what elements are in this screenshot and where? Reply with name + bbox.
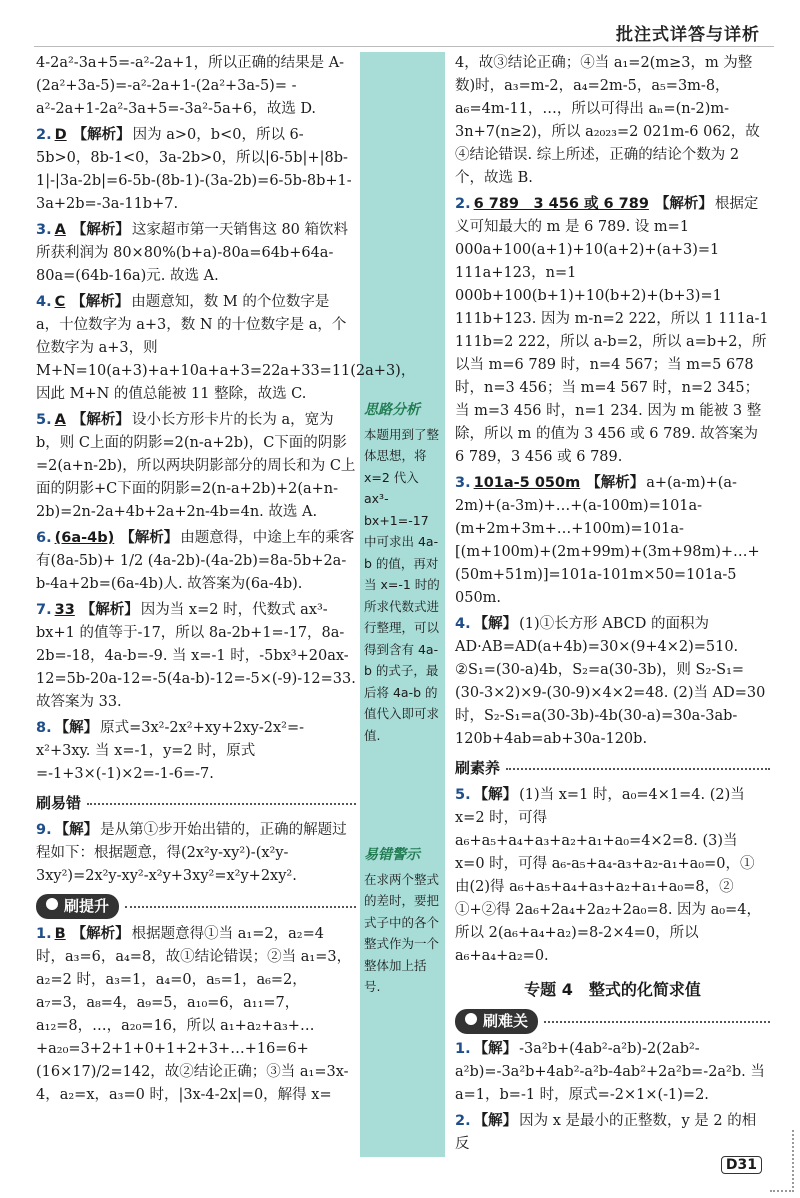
question-item	[36, 599, 356, 714]
answer-key: (6a-4b)	[54, 530, 115, 546]
answer-key: D	[54, 127, 67, 143]
solution-text: 是从第①步开始出错的，正确的解题过程如下：根据题意，得(2x²y-xy²)-(x²y-3xy²)=2x²y-xy²-x²y+3xy²=x²y+2xy².	[36, 822, 347, 884]
question-number: 4.	[455, 616, 471, 632]
solution-tag: 【解析】	[71, 222, 130, 238]
solution-text: -3a²b+(4ab²-a²b)-2(2ab²-a²b)=-3a²b+4ab²-a²b-4ab²+2a²b=-2a²b. 当 a=1，b=-1 时，原式=-2×1×(-1)=2.	[455, 1041, 765, 1103]
section-heading-badge	[36, 894, 356, 919]
question-item	[455, 784, 770, 968]
solution-tag: 【解析】	[586, 475, 645, 491]
corner-decoration	[770, 1130, 794, 1192]
question-item	[36, 219, 356, 288]
solution-text: 因为 x 是最小的正整数，y 是 2 的相反	[455, 1113, 757, 1152]
badge-dot-icon	[463, 1011, 479, 1027]
answer-key: 101a-5 050m	[473, 475, 581, 491]
question-item	[455, 472, 770, 610]
section-divider	[87, 803, 356, 805]
solution-text: 由题意知，数 M 的个位数字是 a，十位数字为 a+3，数 N 的十位数字是 a，个位数字为 a+3，则 M+N=10(a+3)+a+10a+a+3=22a+33=11(2a+3)，因此 M+N 的值总能被 11 整除，故选 C.	[36, 294, 416, 402]
side-note-text: 本题用到了整体思想，将 x=2 代入 ax³-bx+1=-17 中可求出 4a-b 的值，再对当 x=-1 时的所求代数式进行整理，可以得到含有 4a-b 的式子，最后将 4a-b 的值代入即可求值.	[364, 426, 440, 743]
topic-title: 专题 4 整式的化简求值	[524, 980, 701, 999]
paragraph: 4，故③结论正确；④当 a₁=2(m≥3，m 为整数)时，a₃=m-2，a₄=2m-5，a₅=3m-8，a₆=4m-11，…，所以可得出 aₙ=(n-2)m-3n+7(n≥2)，所以 a₂₀₂₃=2 021m-6 062，故④结论错误. 综上所述，正确的结论个数为 2 个，故选 B.	[455, 55, 760, 186]
question-number: 1.	[455, 1041, 471, 1057]
solution-tag: 【解析】	[654, 196, 713, 212]
question-number: 8.	[36, 720, 52, 736]
section-label: 刷难关	[483, 1012, 529, 1030]
question-number: 5.	[455, 787, 471, 803]
solution-tag: 【解析】	[80, 602, 139, 618]
solution-text: 原式=3x²-2x²+xy+2xy-2x²=-x²+3xy. 当 x=-1，y=2 时，原式=-1+3×(-1)×2=-1-6=-7.	[36, 720, 305, 782]
answer-key: C	[54, 294, 66, 310]
solution-tag: 【解】	[473, 787, 518, 803]
question-item	[36, 717, 356, 786]
badge-dot-icon	[44, 896, 60, 912]
solution-text: (1)①长方形 ABCD 的面积为 AD·AB=AD(a+4b)=30×(9+4×2)=510. ②S₁=(30-a)4b，S₂=a(30-3b)，则 S₂-S₁=(30-3×2)×9-(30-9)×4×2=48. (2)当 AD=30 时，S₂-S₁=a(30-3b)-4b(30-a)=30a-3ab-120b+4ab=ab+30a-120b.	[455, 616, 766, 747]
solution-text: 根据定义可知最大的 m 是 6 789. 设 m=1 000a+100(a+1)+10(a+2)+(a+3)=1 111a+123，n=1 000b+100(b+1)+10(b+2)+(b+3)=1 111b+123. 因为 m-n=2 222，所以 1 111a-1 111b=2 222，所以 a-b=2，所以 a=b+2，所以当 m=6 789 时，n=4 567；当 m=5 678 时，n=3 456；当 m=4 567 时，n=2 345；当 m=3 456 时，n=1 234. 因为 m 能被 3 整除，所以 m 的值为 3 456 或 6 789. 故答案为 6 789，3 456 或 6 789.	[455, 196, 769, 465]
side-note-thinking	[364, 400, 442, 746]
section-badge	[455, 1009, 538, 1034]
section-divider	[506, 768, 770, 770]
question-item	[455, 613, 770, 751]
solution-text: (1)当 x=1 时，a₀=4×1=4. (2)当 x=2 时，可得 a₆+a₅+a₄+a₃+a₂+a₁+a₀=4×2=8. (3)当 x=0 时，可得 a₆-a₅+a₄-a₃+a₂-a₁+a₀=0，① 由(2)得 a₆+a₅+a₄+a₃+a₂+a₁+a₀=8，② ①+②得 2a₆+2a₄+2a₂+2a₀=8. 因为 a₀=4，所以 2(a₆+a₄+a₂)=8-2×4=0，所以 a₆+a₄+a₂=0.	[455, 787, 761, 964]
solution-tag: 【解】	[54, 720, 99, 736]
solution-tag: 【解析】	[72, 127, 131, 143]
page-header-title: 批注式详答与详析	[616, 25, 760, 45]
section-divider	[544, 1021, 770, 1023]
solution-tag: 【解】	[473, 616, 518, 632]
paragraph: 4-2a²-3a+5=-a²-2a+1，所以正确的结果是 A-(2a²+3a-5)=-a²-2a+1-(2a²+3a-5)= -a²-2a+1-2a²-3a+5=-3a²-5a+6，故选 D.	[36, 55, 345, 117]
solution-tag: 【解】	[473, 1113, 518, 1129]
section-heading	[455, 757, 770, 780]
question-number: 2.	[36, 127, 52, 143]
section-label: 刷素养	[455, 759, 501, 777]
solution-tag: 【解析】	[71, 926, 130, 942]
solution-text: 设小长方形卡片的长为 a，宽为 b，则 C上面的阴影=2(n-a+2b)，C下面的阴影=2(a+n-2b)，所以两块阴影部分的周长和为 C上面的阴影+C下面的阴影=2(n-a+2b)+2(a+n-2b)=2n-2a+4b+2a+2n-4b=4n. 故选 A.	[36, 412, 356, 520]
question-number: 5.	[36, 412, 52, 428]
question-item	[36, 819, 356, 888]
side-note-head: 易错警示	[364, 847, 420, 863]
question-number: 2.	[455, 196, 471, 212]
solution-text: a+(a-m)+(a-2m)+(a-3m)+…+(a-100m)=101a-(m+2m+3m+…+100m)=101a-[(m+100m)+(2m+99m)+(3m+98m)+…+(50m+51m)]=101a-101m×50=101a-5 050m.	[455, 475, 760, 606]
question-item	[455, 193, 770, 469]
question-number: 4.	[36, 294, 52, 310]
question-number: 3.	[36, 222, 52, 238]
side-note-mistake	[364, 845, 442, 998]
section-heading	[36, 792, 356, 815]
solution-tag: 【解】	[473, 1041, 518, 1057]
section-divider	[125, 906, 356, 908]
solution-tag: 【解析】	[71, 294, 130, 310]
answer-key: A	[54, 222, 66, 238]
solution-text: 由题意得，中途上车的乘客有(8a-5b)+ 1/2 (4a-2b)-(4a-2b)=8a-5b+2a-b-4a+2b=(6a-4b)人. 故答案为(6a-4b).	[36, 530, 355, 592]
solution-text: 因为当 x=2 时，代数式 ax³-bx+1 的值等于-17，所以 8a-2b+1=-17，8a-2b=-18，4a-b=-9. 当 x=-1 时，-5bx³+20ax-12=5b-20a-12=-5(4a-b)-12=-5×(-9)-12=33. 故答案为 33.	[36, 602, 356, 710]
answer-key: A	[54, 412, 66, 428]
question-item	[36, 124, 356, 216]
question-item	[36, 923, 356, 1107]
right-column	[455, 52, 770, 1159]
section-label: 刷提升	[64, 897, 110, 915]
question-item	[36, 527, 356, 596]
solution-tag: 【解析】	[71, 412, 130, 428]
question-number: 2.	[455, 1113, 471, 1129]
question-number: 7.	[36, 602, 52, 618]
answer-key: 33	[54, 602, 75, 618]
question-number: 3.	[455, 475, 471, 491]
solution-text: 因为 a>0，b<0，所以 6-5b>0，8b-1<0，3a-2b>0，所以|6-5b|+|8b-1|-|3a-2b|=6-5b-(8b-1)-(3a-2b)=6-5b-8b+1-3a+2b=-3a-11b+7.	[36, 127, 352, 212]
question-item	[36, 409, 356, 524]
header-divider	[34, 46, 774, 47]
question-item	[455, 1038, 770, 1107]
answer-key: B	[54, 926, 66, 942]
question-number: 1.	[36, 926, 52, 942]
solution-tag: 【解析】	[120, 530, 179, 546]
side-note-text: 在求两个整式的差时，要把式子中的各个整式作为一个整体加上括号.	[364, 871, 440, 994]
solution-text: 这家超市第一天销售这 80 箱饮料所获利润为 80×80%(b+a)-80a=64b+64a-80a=(64b-16a)元. 故选 A.	[36, 222, 349, 284]
section-label: 刷易错	[36, 794, 82, 812]
question-number: 9.	[36, 822, 52, 838]
solution-text: 根据题意得①当 a₁=2，a₂=4 时，a₃=6，a₄=8，故①结论错误；②当 a₁=3，a₂=2 时，a₃=1，a₄=0，a₅=1，a₆=2，a₇=3，a₈=4，a₉=5，a₁₀=6，a₁₁=7，a₁₂=8，…，a₂₀=16，所以 a₁+a₂+a₃+…+a₂₀=3+2+1+0+1+2+3+…+16=6+(16×17)/2=142，故②结论正确；③当 a₁=3x-4，a₂=x，a₃=0 时，|3x-4-2x|=0，解得 x=	[36, 926, 352, 1103]
page-number: D31	[721, 1156, 762, 1174]
side-note-head: 思路分析	[364, 402, 420, 418]
question-item	[36, 291, 416, 406]
section-heading-badge	[455, 1009, 770, 1034]
solution-tag: 【解】	[54, 822, 99, 838]
question-number: 6.	[36, 530, 52, 546]
section-badge	[36, 894, 119, 919]
question-item	[455, 1110, 770, 1156]
answer-key: 6 789 3 456 或 6 789	[473, 196, 649, 212]
